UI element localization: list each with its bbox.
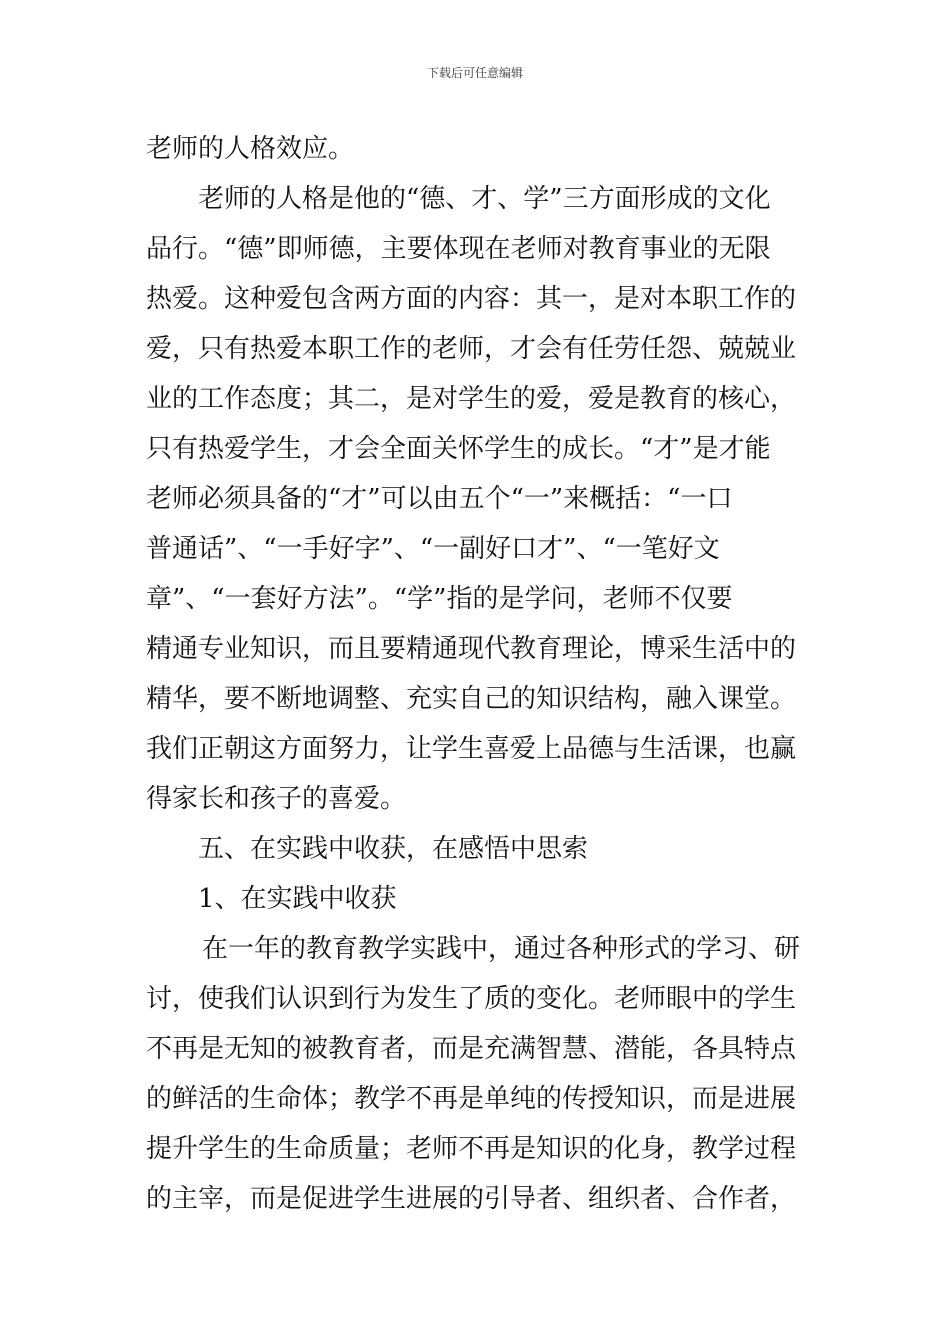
text-line: 的鲜活的生命体；教学不再是单纯的传授知识，而是进展: [146, 1084, 797, 1114]
text-line: 老师必须具备的“才”可以由五个“一”来概括：“一口: [146, 484, 733, 514]
subsection-heading: 1、在实践中收获: [198, 884, 397, 914]
paragraph-start-line: 在一年的教育教学实践中，通过各种形式的学习、研: [202, 934, 801, 964]
text-line: 只有热爱学生，才会全面关怀学生的成长。“才”是才能: [146, 434, 771, 464]
document-body: [146, 124, 808, 1224]
text-line: 不再是无知的被教育者，而是充满智慧、潜能，各具特点: [146, 1034, 797, 1064]
page-header: 下载后可任意编辑: [426, 66, 523, 80]
text-line: 讨，使我们认识到行为发生了质的变化。老师眼中的学生: [146, 984, 797, 1014]
text-line: 精华，要不断地调整、充实自己的知识结构，融入课堂。: [146, 684, 797, 714]
text-line: 热爱。这种爱包含两方面的内容：其一，是对本职工作的: [146, 284, 797, 314]
text-line: 我们正朝这方面努力，让学生喜爱上品德与生活课，也赢: [146, 734, 797, 764]
text-line: 得家长和孩子的喜爱。: [146, 784, 407, 814]
text-line: 章”、“一套好方法”。“学”指的是学问，老师不仅要: [146, 584, 733, 614]
text-line: 精通专业知识，而且要精通现代教育理论，博采生活中的: [146, 634, 797, 664]
paragraph-start-line: 老师的人格是他的“德、才、学”三方面形成的文化: [198, 184, 771, 214]
text-line: 普通话”、“一手好字”、“一副好口才”、“一笔好文: [146, 534, 720, 564]
text-line: 的主宰，而是促进学生进展的引导者、组织者、合作者，: [146, 1184, 797, 1214]
text-line: 老师的人格效应。: [146, 134, 355, 164]
text-line: 品行。“德”即师德，主要体现在老师对教育事业的无限: [146, 234, 771, 264]
text-line: 提升学生的生命质量；老师不再是知识的化身，教学过程: [146, 1134, 797, 1164]
text-line: 业的工作态度；其二，是对学生的爱，爱是教育的核心，: [146, 384, 797, 414]
text-line: 爱，只有热爱本职工作的老师，才会有任劳任怨、兢兢业: [146, 334, 797, 364]
section-heading: 五、在实践中收获，在感悟中思索: [198, 834, 589, 864]
